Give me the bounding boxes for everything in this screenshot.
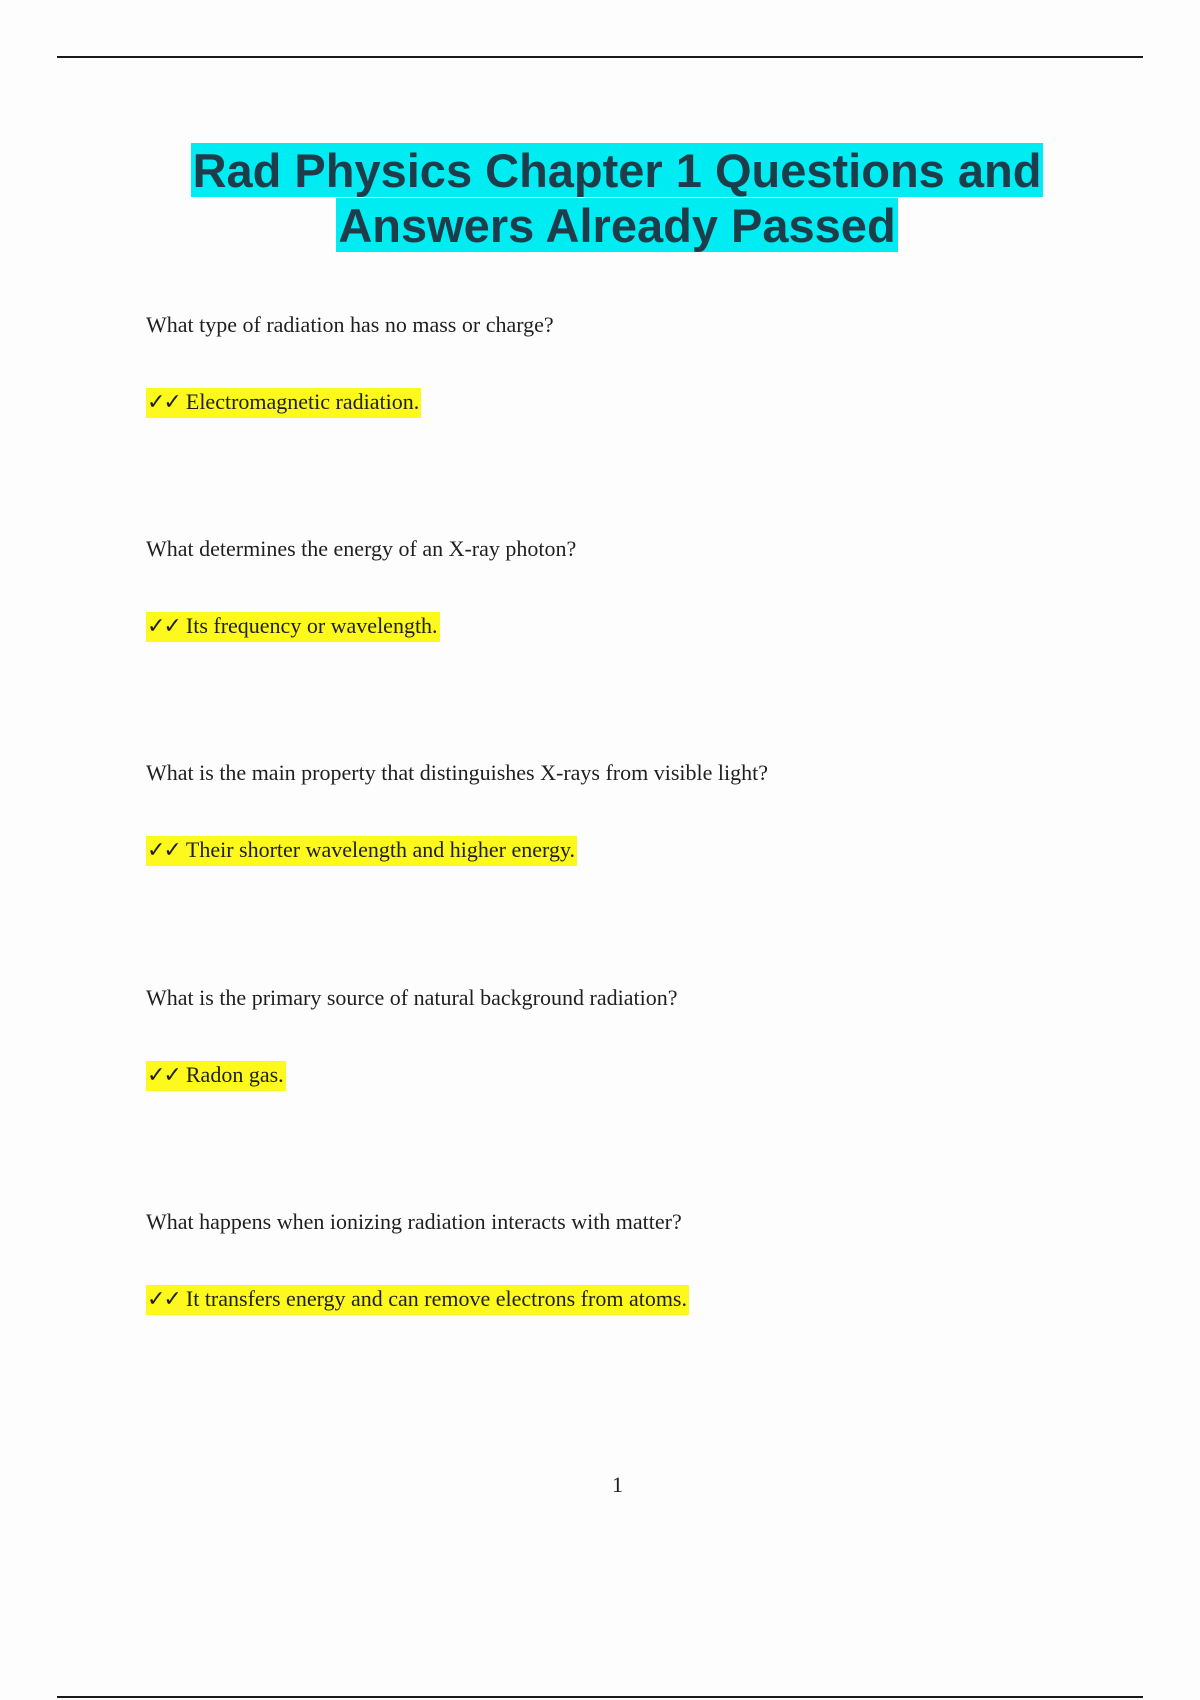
answer-text: [146, 836, 577, 866]
bottom-rule: [57, 1696, 1143, 1698]
double-check-icon: ✓✓: [147, 838, 180, 863]
answer-text: [146, 1285, 689, 1315]
document-title: [60, 143, 1174, 253]
double-check-icon: ✓✓: [147, 614, 180, 639]
question-text: What happens when ionizing radiation interacts with matter?: [146, 1209, 682, 1234]
qa-item-1: [146, 312, 1146, 415]
question-text: What determines the energy of an X-ray photon?: [146, 536, 577, 561]
page-number: 1: [612, 1472, 623, 1497]
question-text: What is the primary source of natural background radiation?: [146, 985, 678, 1010]
answer-text: [146, 1061, 286, 1091]
answer-label: Their shorter wavelength and higher energy.: [185, 837, 576, 862]
question-text: What is the main property that distinguishes X-rays from visible light?: [146, 760, 768, 785]
double-check-icon: ✓✓: [147, 390, 180, 415]
answer-label: Its frequency or wavelength.: [185, 613, 438, 638]
title-line-2: Answers Already Passed: [338, 199, 896, 252]
answer-text: [146, 612, 440, 642]
double-check-icon: ✓✓: [147, 1287, 180, 1312]
qa-item-2: [146, 536, 1146, 639]
title-line-1: Rad Physics Chapter 1 Questions and: [192, 144, 1042, 197]
answer-label: Radon gas.: [185, 1062, 284, 1087]
top-rule: [57, 56, 1143, 58]
answer-text: [146, 388, 421, 418]
qa-item-4: [146, 985, 1146, 1088]
answer-label: It transfers energy and can remove electrons from atoms.: [185, 1286, 687, 1311]
answer-label: Electromagnetic radiation.: [185, 389, 420, 414]
qa-item-3: [146, 760, 1146, 863]
question-text: What type of radiation has no mass or charge?: [146, 312, 554, 337]
double-check-icon: ✓✓: [147, 1063, 180, 1088]
qa-item-5: [146, 1209, 1146, 1312]
